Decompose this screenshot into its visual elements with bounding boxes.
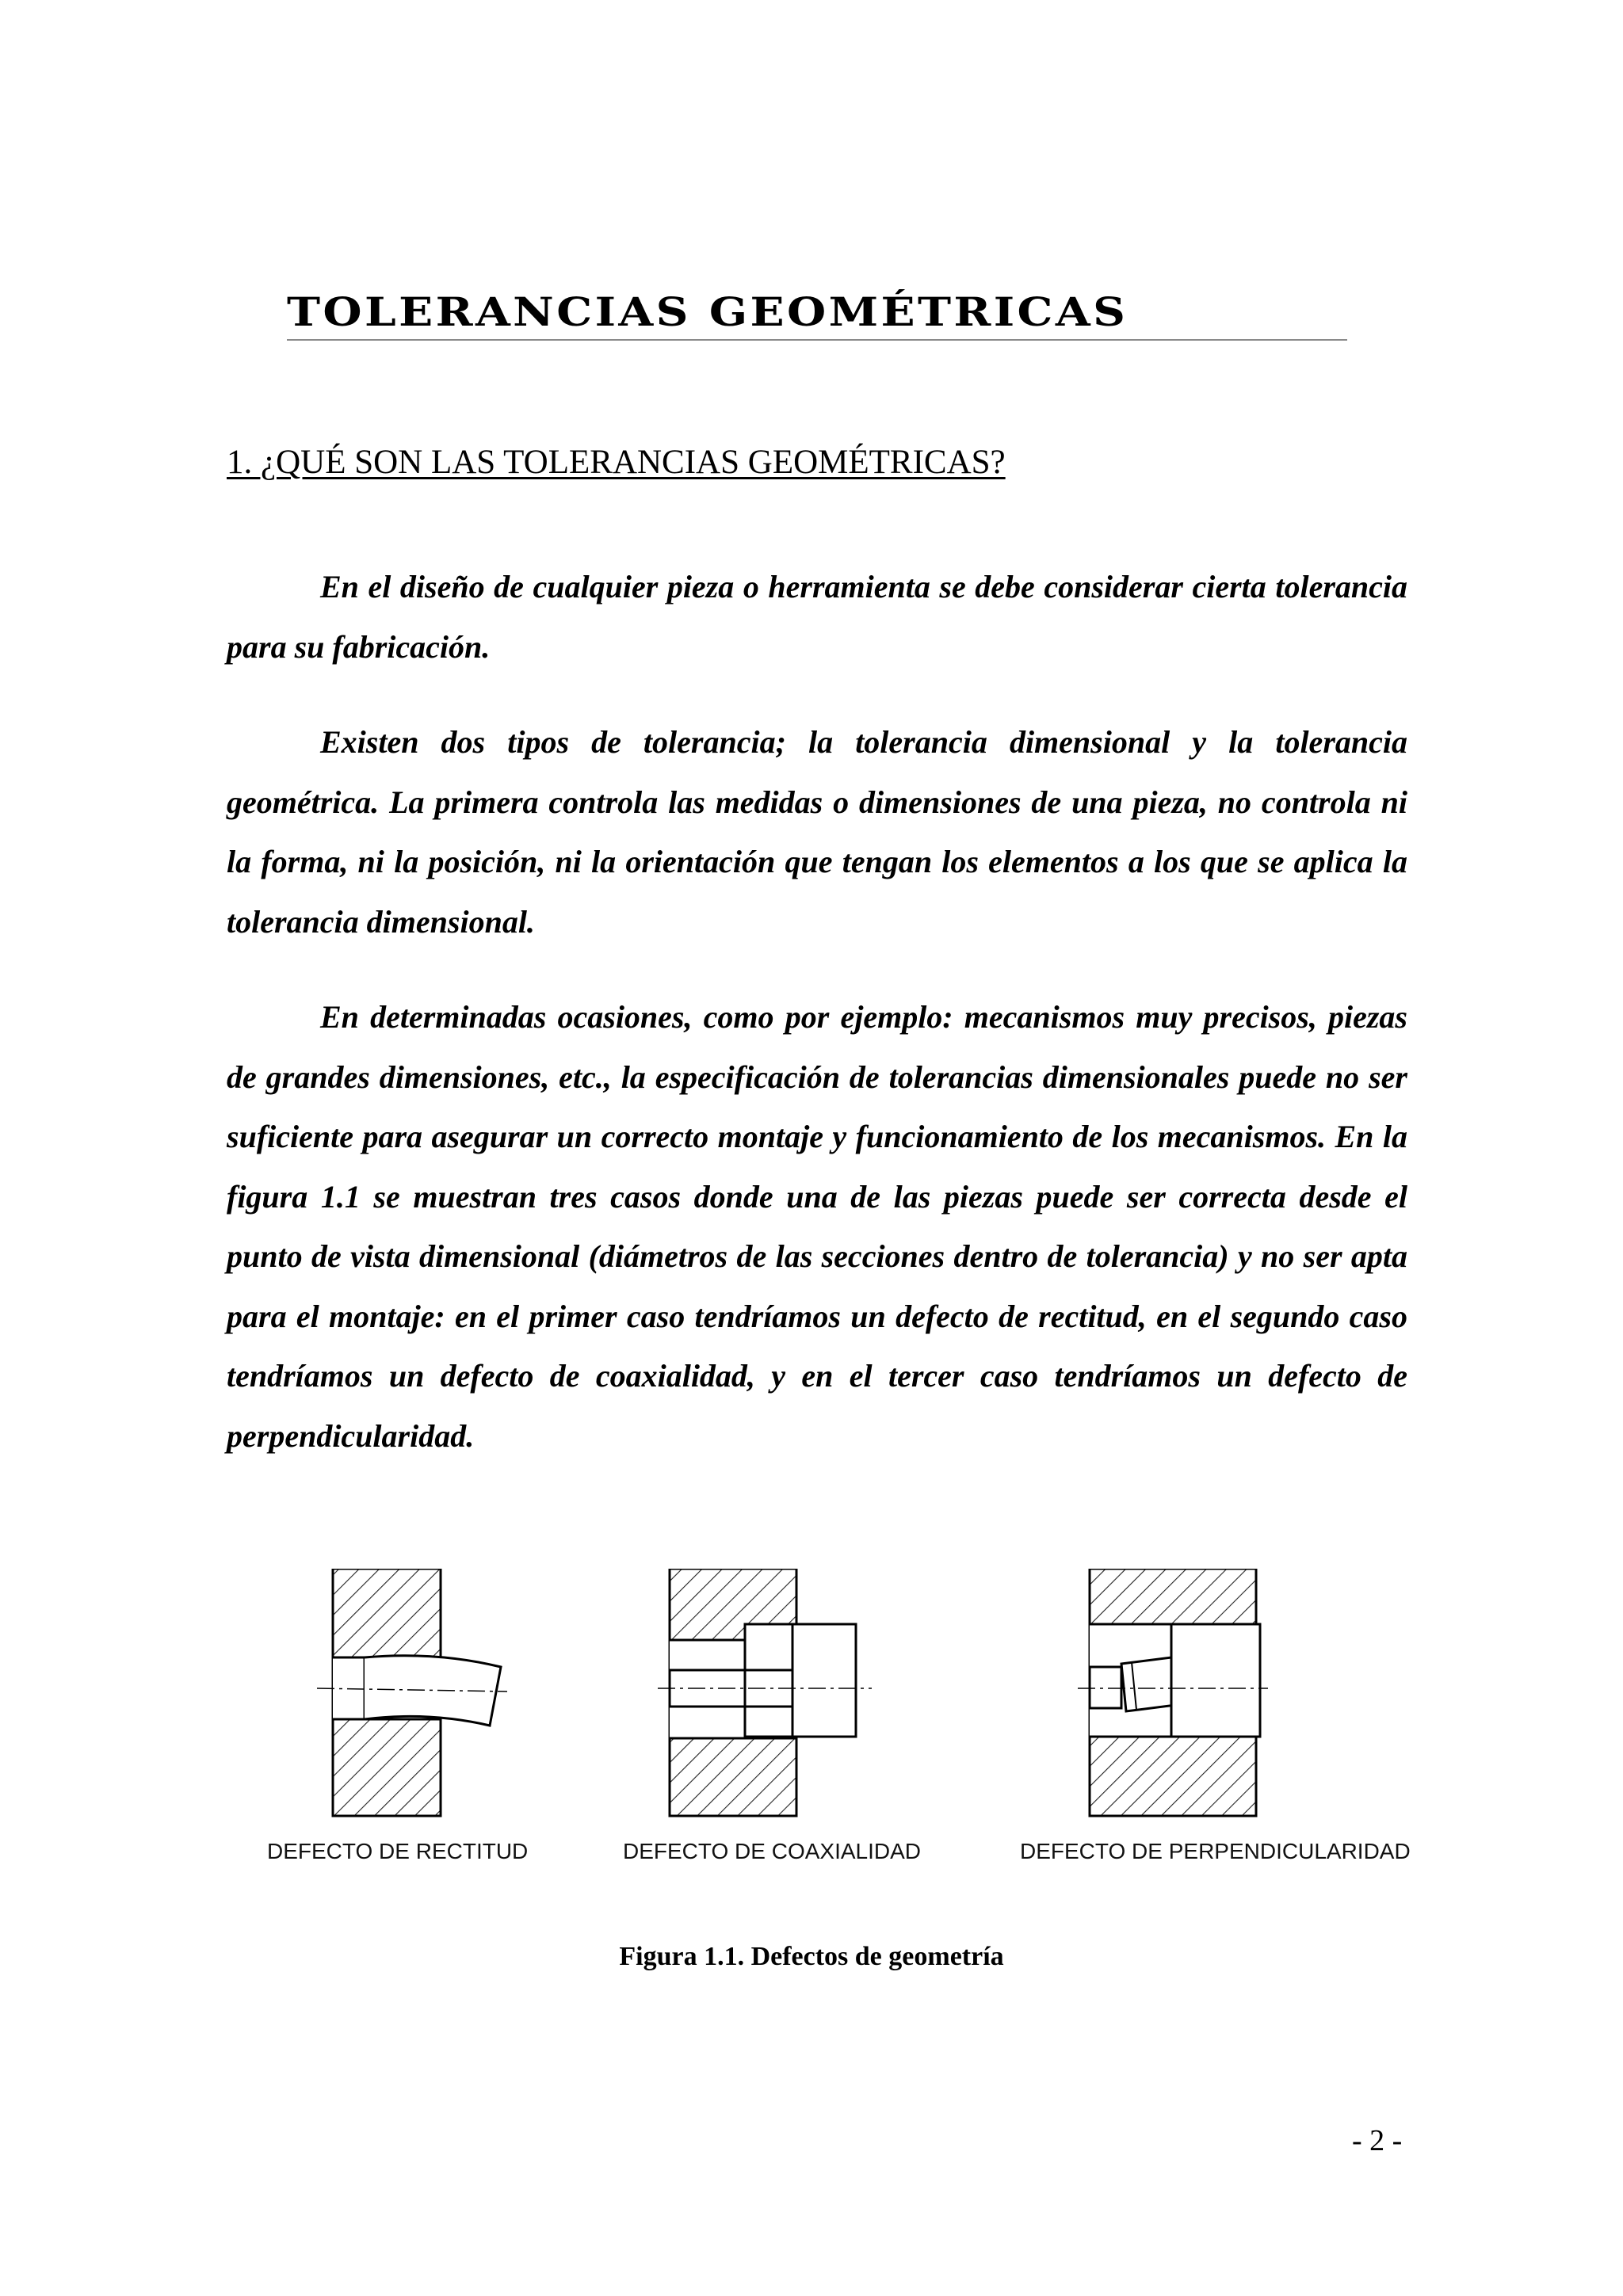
- straightness-defect-drawing: [317, 1569, 507, 1816]
- title-underline: [287, 339, 1347, 341]
- paragraph-2: Existen dos tipos de tolerancia; la tolerancia dimensional y la tolerancia geométrica. La primera controla las medidas o dimensiones de una pieza, no controla ni la forma, ni la posición, ni la orientación que tengan los elementos a los que se aplica la tolerancia dimensional.: [227, 724, 1407, 940]
- paragraph-1: En el diseño de cualquier pieza o herramienta se debe considerar cierta tolerancia para su fabricación.: [227, 569, 1407, 665]
- figure-label-coaxiality: DEFECTO DE COAXIALIDAD: [623, 1839, 922, 1863]
- figure-drawings: [238, 1569, 1426, 1830]
- coaxiality-defect-drawing: [658, 1569, 872, 1816]
- page-title: TOLERANCIAS GEOMÉTRICAS: [287, 288, 1128, 335]
- paragraph-3: En determinadas ocasiones, como por ejemplo: mecanismos muy precisos, piezas de grandes dimensiones, etc., la especificación de tolerancias dimensionales puede no ser suficiente para asegurar un correcto montaje y funcionamiento de los mecanismos. En la figura 1.1 se muestran tres casos donde una de las piezas puede ser correcta desde el punto de vista dimensional (diámetros de las secciones dentro de tolerancia) y no ser apta para el montaje: en el primer caso tendríamos un defecto de rectitud, en el segundo caso tendríamos un defecto de coaxialidad, y en el tercer caso tendríamos un defecto de perpendicularidad.: [227, 999, 1407, 1454]
- figure-caption: Figura 1.1. Defectos de geometría: [619, 1942, 1004, 1971]
- section-heading: 1. ¿QUÉ SON LAS TOLERANCIAS GEOMÉTRICAS?: [227, 444, 1006, 481]
- figure-label-perpendicularity: DEFECTO DE PERPENDICULARIDAD: [1020, 1839, 1411, 1863]
- figure-label-straightness: DEFECTO DE RECTITUD: [267, 1839, 529, 1863]
- perpendicularity-defect-drawing: [1078, 1569, 1268, 1816]
- page-number: - 2 -: [1352, 2124, 1403, 2157]
